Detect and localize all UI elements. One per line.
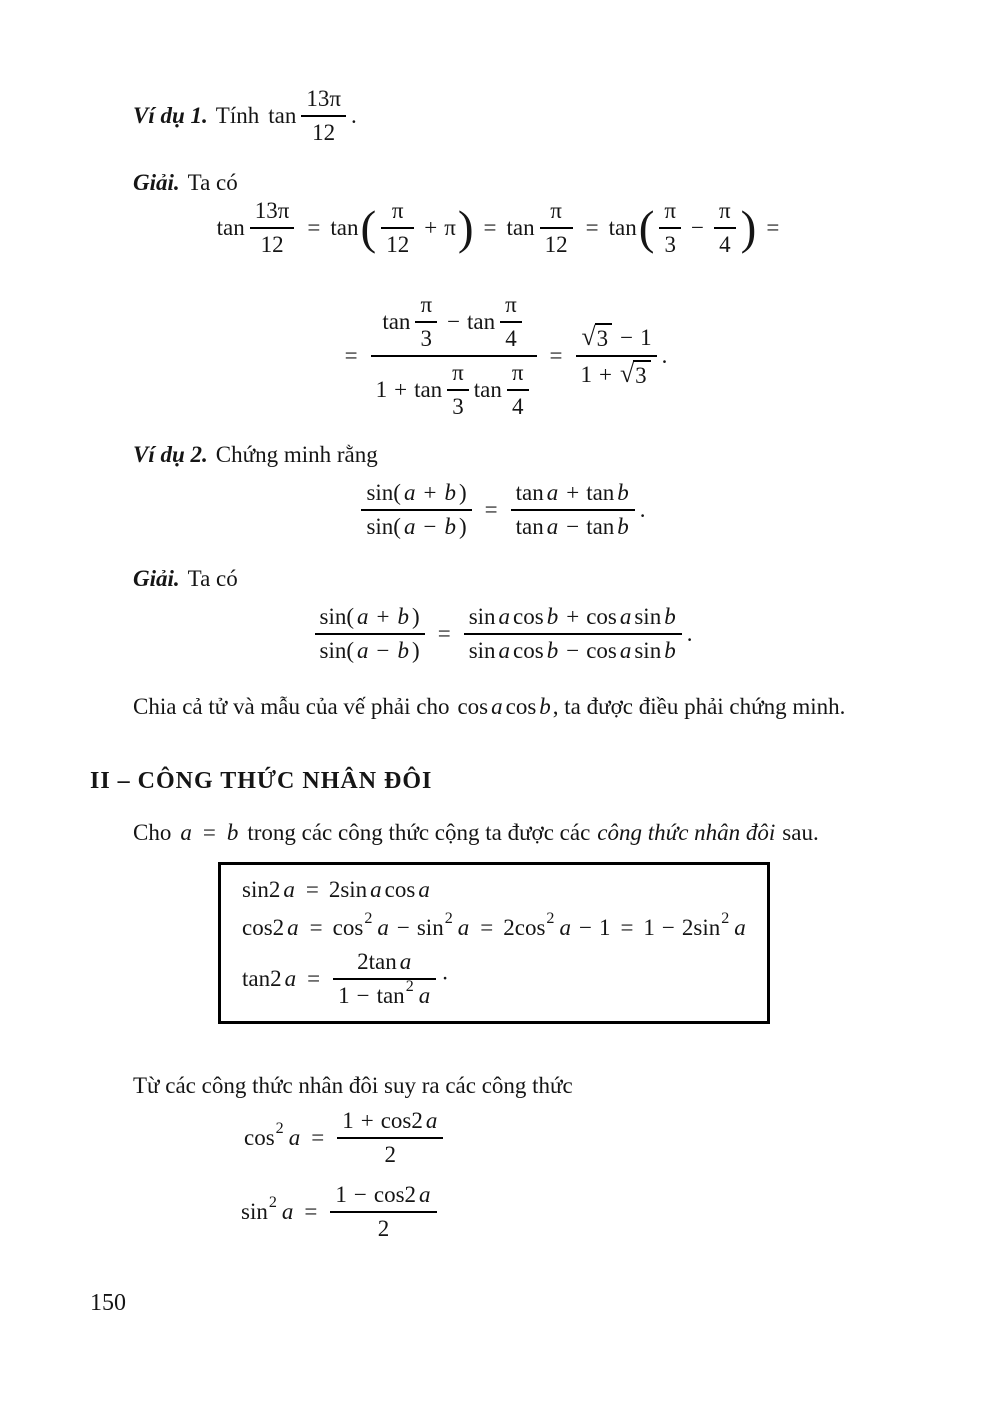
- math-txt: tan: [376, 983, 405, 1008]
- math-txt: π: [505, 292, 517, 317]
- math-txt: 2sin: [681, 915, 721, 940]
- math-txt: tan: [268, 103, 297, 128]
- math-op: −: [396, 915, 410, 940]
- math-frac: [507, 360, 529, 420]
- math-txt: tan: [515, 480, 544, 505]
- math-txt: tan: [586, 514, 615, 539]
- math-var: a: [559, 915, 571, 940]
- math-frac: [714, 198, 736, 258]
- math-var: b: [397, 604, 410, 629]
- example2-label: Ví dụ 2.: [133, 442, 208, 467]
- math-op: −: [353, 1182, 367, 1207]
- box-formula-cos2a: [241, 910, 759, 941]
- math-txt: 12: [260, 232, 284, 257]
- math-sup: 2: [444, 910, 453, 928]
- math-txt: 3: [664, 232, 676, 257]
- math-op: −: [423, 514, 437, 539]
- math-var: a: [370, 877, 382, 902]
- math-var: a: [734, 915, 746, 940]
- formula4: [311, 604, 694, 664]
- math-op: −: [566, 514, 580, 539]
- math-txt: π: [452, 360, 464, 385]
- math-txt: cos: [586, 638, 617, 663]
- formula-cos-squared: [243, 1108, 447, 1168]
- math-txt: cos: [505, 694, 537, 719]
- math-var: b: [444, 480, 456, 505]
- conclusion-paragraph: [133, 694, 845, 720]
- example1-label: Ví dụ 1.: [133, 103, 208, 128]
- intro-post: sau.: [782, 820, 819, 845]
- solution2-line: [133, 566, 238, 592]
- math-txt: cos2: [380, 1108, 423, 1133]
- math-var: b: [664, 638, 676, 663]
- math-txt: 12: [386, 232, 410, 257]
- math-txt: π: [664, 198, 677, 223]
- formula-sin-squared-row: [240, 1182, 441, 1242]
- math-op: −: [620, 324, 634, 350]
- math-txt: sin(: [366, 480, 401, 505]
- math-txt: cos: [384, 877, 416, 902]
- math-rel: =: [766, 215, 780, 240]
- intro-emphasis: công thức nhân đôi: [597, 820, 776, 845]
- math-txt: 2: [377, 1216, 390, 1241]
- math-txt: .: [686, 621, 693, 646]
- math-txt: tan: [473, 377, 502, 402]
- math-sup: 2: [721, 910, 730, 928]
- math-var: a: [546, 514, 559, 539]
- math-op: −: [447, 309, 461, 334]
- math-sup: 2: [275, 1120, 284, 1138]
- formula1-row: [0, 198, 1004, 258]
- math-txt: cos: [457, 694, 489, 719]
- conclusion-inline-formula: [456, 694, 552, 720]
- math-rel: =: [344, 343, 358, 368]
- math-frac: [447, 360, 469, 420]
- math-txt: sin: [468, 604, 496, 629]
- math-var: a: [619, 604, 632, 629]
- math-sup: 2: [364, 910, 373, 928]
- math-txt: cos: [513, 604, 544, 629]
- math-txt: sin: [241, 1199, 268, 1224]
- math-var: a: [288, 1125, 301, 1150]
- math-frac: [250, 198, 295, 258]
- derive-paragraph: Từ các công thức nhân đôi suy ra các công thức: [133, 1073, 573, 1098]
- math-var: b: [444, 514, 456, 539]
- math-txt: 1: [342, 1108, 354, 1133]
- math-txt: 1: [375, 377, 388, 402]
- section2-heading: II – CÔNG THỨC NHÂN ĐÔI: [90, 768, 433, 794]
- math-frac: [315, 604, 425, 664]
- math-txt: 1: [335, 1182, 347, 1207]
- math-var: a: [498, 638, 511, 663]
- math-txt: ): [412, 638, 420, 663]
- double-angle-formula-box: [218, 862, 770, 1024]
- formula4-row: [0, 604, 1004, 664]
- math-var: a: [403, 514, 416, 539]
- math-var: b: [664, 604, 676, 629]
- math-rel: =: [620, 915, 634, 940]
- math-sqrt: √ 3: [582, 323, 613, 352]
- math-rel: =: [484, 497, 498, 522]
- math-txt: tan2: [242, 966, 282, 991]
- math-txt: ): [458, 514, 467, 539]
- math-txt: cos2: [373, 1182, 417, 1207]
- math-var: a: [546, 480, 559, 505]
- math-txt: .: [350, 103, 357, 128]
- intro-paragraph: [133, 820, 819, 846]
- solution1-line: [133, 170, 238, 196]
- math-rel: =: [311, 1125, 325, 1150]
- math-txt: sin(: [319, 638, 355, 663]
- math-op: −: [376, 638, 390, 663]
- math-txt: 2sin: [328, 877, 368, 902]
- math-frac: [500, 292, 522, 352]
- math-txt: 4: [505, 326, 517, 351]
- conclusion-pre: Chia cả tử và mẫu của vế phải cho: [133, 694, 450, 719]
- math-var: a: [491, 694, 503, 719]
- math-rel: =: [202, 820, 216, 845]
- formula2-row: [0, 292, 1004, 420]
- solution2-text: Ta có: [187, 566, 238, 591]
- math-txt: cos2: [242, 915, 285, 940]
- math-txt: 1: [640, 324, 652, 350]
- example1-prompt: Tính: [215, 103, 260, 128]
- formula1: tan $\frac{13\pi}{12}$ = tan ( $\frac{\pi}{12}$ + π ) = tan $\frac{\pi}{12}$ = tan ( $\frac{\pi}{3}$ − $\frac{\pi}{4}$ ) =: [216, 198, 780, 257]
- math-op: +: [376, 604, 390, 629]
- math-txt: cos: [513, 638, 544, 663]
- math-txt: cos: [244, 1125, 275, 1150]
- math-txt: ·: [441, 966, 449, 991]
- math-var: a: [403, 480, 416, 505]
- math-op: −: [356, 983, 370, 1008]
- math-txt: tan: [586, 480, 615, 505]
- math-txt: 2cos: [503, 915, 546, 940]
- math-frac: [415, 292, 437, 352]
- math-op: +: [566, 480, 580, 505]
- math-op: +: [566, 604, 580, 629]
- math-txt: 12: [544, 232, 568, 257]
- formula-sin-squared: [240, 1182, 441, 1242]
- math-txt: sin: [634, 638, 662, 663]
- math-op: −: [661, 915, 675, 940]
- math-txt: 1: [643, 915, 655, 940]
- math-txt: .: [639, 497, 646, 522]
- math-op: +: [394, 377, 408, 402]
- math-var: a: [498, 604, 511, 629]
- math-txt: sin(: [319, 604, 355, 629]
- math-txt: sin: [416, 915, 444, 940]
- math-var: a: [425, 1108, 438, 1133]
- math-txt: π: [444, 215, 456, 240]
- math-op: −: [691, 215, 705, 240]
- math-txt: tan: [515, 514, 544, 539]
- math-txt: π: [550, 198, 562, 223]
- math-var: b: [546, 638, 559, 663]
- math-txt: tan: [382, 309, 411, 334]
- math-frac: [540, 198, 573, 258]
- math-txt: π: [511, 360, 524, 385]
- math-var: b: [226, 820, 239, 845]
- formula3-row: [0, 480, 1004, 540]
- formula3: [357, 480, 646, 540]
- math-txt: 2: [384, 1142, 397, 1167]
- box-formula-tan2a: [241, 949, 759, 1009]
- intro-pre: Cho: [133, 820, 172, 845]
- math-txt: 3: [596, 326, 609, 351]
- math-rel: =: [549, 343, 563, 368]
- math-var: a: [357, 604, 369, 629]
- math-frac: [659, 198, 681, 258]
- formula-cos-squared-row: [243, 1108, 447, 1168]
- math-var: a: [287, 915, 299, 940]
- math-rel: =: [307, 966, 321, 991]
- math-txt: cos: [586, 604, 617, 629]
- math-frac: [576, 323, 657, 389]
- math-op: −: [578, 915, 592, 940]
- example1-line: [133, 86, 358, 146]
- math-rel: =: [585, 215, 599, 240]
- math-txt: 1: [580, 361, 593, 387]
- math-frac: [301, 86, 346, 146]
- math-frac: [333, 949, 436, 1009]
- math-var: b: [617, 514, 629, 539]
- math-op: +: [599, 361, 612, 387]
- math-txt: sin2: [242, 877, 281, 902]
- math-rel: =: [437, 621, 451, 646]
- math-var: a: [399, 949, 412, 974]
- math-var: a: [283, 877, 295, 902]
- math-rel: =: [304, 1199, 318, 1224]
- math-txt: π: [719, 198, 731, 223]
- math-op: +: [360, 1108, 374, 1133]
- math-txt: 13π: [254, 198, 290, 223]
- math-txt: sin: [468, 638, 496, 663]
- math-rel: =: [483, 215, 497, 240]
- math-frac: [330, 1182, 436, 1242]
- math-frac: [337, 1108, 443, 1168]
- box-formula-sin2a: [241, 877, 759, 903]
- conclusion-post: , ta được điều phải chứng minh.: [552, 694, 846, 719]
- math-txt: tan: [608, 215, 637, 240]
- math-var: a: [418, 983, 431, 1008]
- math-txt: tan: [414, 377, 443, 402]
- math-sup: 2: [546, 910, 555, 928]
- math-txt: 3: [420, 326, 432, 351]
- math-var: b: [397, 638, 410, 663]
- page-number: 150: [90, 1290, 126, 1316]
- math-var: a: [284, 966, 297, 991]
- math-var: a: [619, 638, 632, 663]
- math-op: +: [424, 215, 438, 240]
- math-var: b: [617, 480, 629, 505]
- math-frac: [464, 604, 682, 664]
- math-txt: 13π: [306, 86, 341, 111]
- math-frac: [361, 480, 471, 540]
- solution1-label: Giải.: [133, 170, 180, 195]
- math-var: a: [180, 820, 192, 845]
- math-txt: cos: [332, 915, 364, 940]
- math-frac: [511, 480, 635, 540]
- math-rel: =: [307, 215, 321, 240]
- example2-line: [133, 442, 378, 468]
- example1-inline-formula: [267, 86, 357, 146]
- intro-mid: trong các công thức cộng ta được các: [247, 820, 591, 845]
- math-sup: 2: [405, 978, 414, 996]
- math-txt: tan: [506, 215, 535, 240]
- math-txt: tan: [467, 309, 496, 334]
- math-frac: [381, 198, 414, 258]
- intro-inline-formula: [178, 820, 240, 846]
- math-txt: 1: [338, 983, 350, 1008]
- math-rel: =: [305, 877, 319, 902]
- math-txt: 1: [598, 915, 611, 940]
- math-var: a: [457, 915, 470, 940]
- math-txt: 4: [511, 394, 524, 419]
- math-op: +: [423, 480, 437, 505]
- math-frac: [371, 292, 537, 420]
- math-txt: tan: [330, 215, 359, 240]
- math-txt: π: [420, 292, 433, 317]
- math-txt: π: [391, 198, 404, 223]
- math-rel: =: [480, 915, 494, 940]
- solution1-text: Ta có: [187, 170, 238, 195]
- math-var: a: [281, 1199, 294, 1224]
- math-var: a: [418, 877, 430, 902]
- math-op: −: [566, 638, 580, 663]
- math-txt: ): [458, 480, 467, 505]
- math-txt: 12: [312, 120, 336, 145]
- math-sup: 2: [268, 1194, 277, 1212]
- math-var: a: [357, 638, 369, 663]
- math-sqrt: √ 3: [620, 360, 651, 389]
- math-txt: ): [412, 604, 420, 629]
- math-txt: 3: [635, 363, 647, 388]
- formula2: [336, 292, 669, 420]
- math-var: b: [546, 604, 559, 629]
- math-var: a: [419, 1182, 431, 1207]
- math-txt: sin: [634, 604, 662, 629]
- example2-prompt: Chứng minh rằng: [215, 442, 378, 467]
- math-rel: =: [309, 915, 323, 940]
- math-txt: 2tan: [357, 949, 397, 974]
- math-txt: sin(: [366, 514, 401, 539]
- math-txt: .: [661, 343, 668, 368]
- math-txt: 3: [452, 394, 464, 419]
- math-txt: tan: [216, 215, 245, 240]
- math-txt: 4: [719, 232, 731, 257]
- math-var: a: [377, 915, 389, 940]
- math-var: b: [539, 694, 551, 719]
- solution2-label: Giải.: [133, 566, 180, 591]
